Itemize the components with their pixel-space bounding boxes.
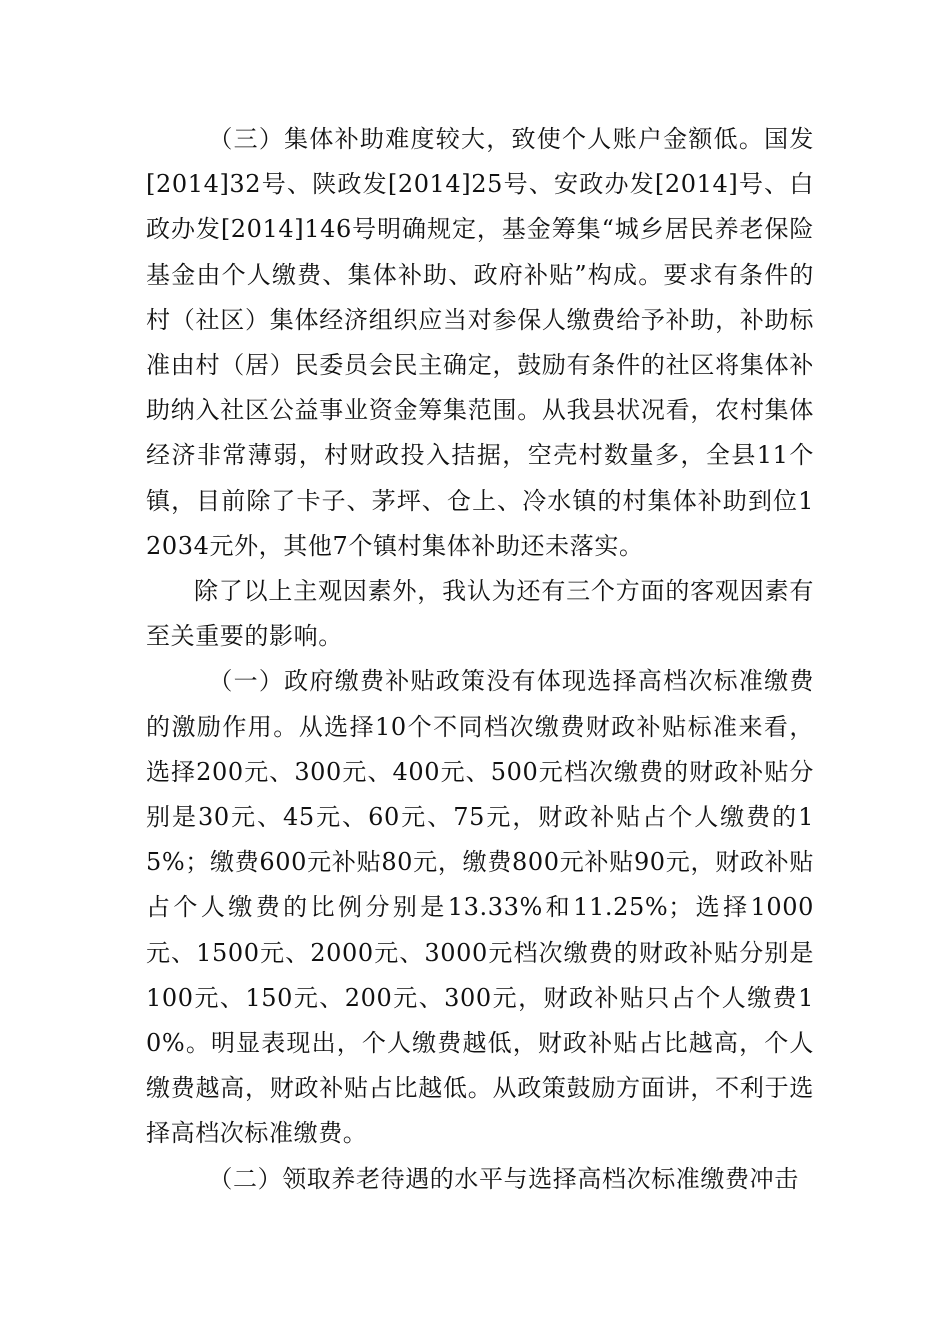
paragraph-pension-level: （二）领取养老待遇的水平与选择高档次标准缴费冲击 bbox=[208, 1164, 799, 1193]
paragraph-collective-subsidy: （三）集体补助难度较大，致使个人账户金额低。国发[2014]32号、陕政发[2014]25号、安政办发[2014]号、白政办发[2014]146号明确规定，基金筹集“城乡居民养老保险基金由个人缴费、集体补助、政府补贴”构成。要求有条件的村（社区）集体经济组织应当对参保人缴费给予补助，补助标准由村（居）民委员会民主确定，鼓励有条件的社区将集体补助纳入社区公益事业资金筹集范围。从我县状况看，农村集体经济非常薄弱，村财政投入拮据，空壳村数量多，全县11个镇，目前除了卡子、茅坪、仓上、冷水镇的村集体补助到位12034元外，其他7个镇村集体补助还未落实。 bbox=[146, 125, 814, 560]
document-body bbox=[146, 117, 814, 1202]
paragraph-objective-factors-intro: 除了以上主观因素外，我认为还有三个方面的客观因素有至关重要的影响。 bbox=[146, 577, 814, 651]
paragraph-subsidy-policy: （一）政府缴费补贴政策没有体现选择高档次标准缴费的激励作用。从选择10个不同档次缴费财政补贴标准来看，选择200元、300元、400元、500元档次缴费的财政补贴分别是30元、45元、60元、75元，财政补贴占个人缴费的15%；缴费600元补贴80元，缴费800元补贴90元，财政补贴占个人缴费的比例分别是13.33%和11.25%；选择1000元、1500元、2000元、3000元档次缴费的财政补贴分别是100元、150元、200元、300元，财政补贴只占个人缴费10%。明显表现出，个人缴费越低，财政补贴占比越高，个人缴费越高，财政补贴占比越低。从政策鼓励方面讲，不利于选择高档次标准缴费。 bbox=[146, 667, 814, 1148]
